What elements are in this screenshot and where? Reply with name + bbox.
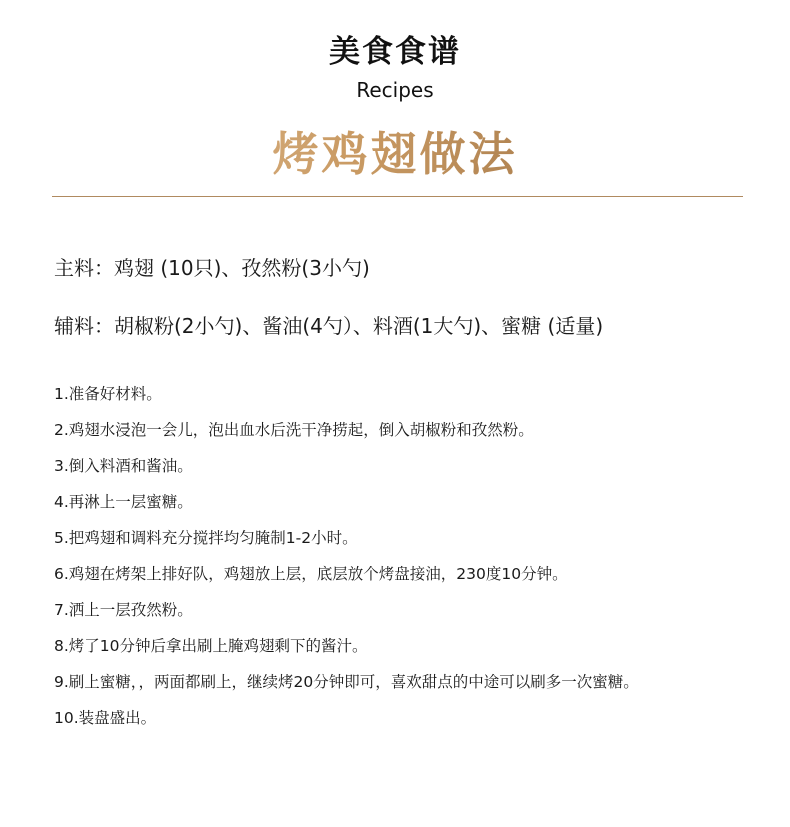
- step-item: 7.洒上一层孜然粉。: [54, 601, 193, 619]
- step-item: 4.再淋上一层蜜糖。: [54, 493, 193, 511]
- step-item: 6.鸡翅在烤架上排好队，鸡翅放上层，底层放个烤盘接油，230度10分钟。: [54, 565, 568, 583]
- step-item: 1.准备好材料。: [54, 385, 162, 403]
- step-item: 9.刷上蜜糖，，两面都刷上，继续烤20分钟即可，喜欢甜点的中途可以刷多一次蜜糖。: [54, 673, 639, 691]
- step-item: 5.把鸡翅和调料充分搅拌均匀腌制1-2小时。: [54, 529, 358, 547]
- step-item: 8.烤了10分钟后拿出刷上腌鸡翅剩下的酱汁。: [54, 637, 368, 655]
- title-divider: [52, 196, 743, 197]
- site-title: 美食食谱: [329, 34, 461, 70]
- secondary-ingredients: 辅料：胡椒粉(2小勺)、酱油(4勺）、料酒(1大勺)、蜜糖 (适量): [54, 314, 604, 338]
- site-subtitle: Recipes: [356, 78, 434, 102]
- steps-list: [54, 376, 784, 736]
- main-ingredients: 主料：鸡翅 (10只)、孜然粉(3小勺): [54, 256, 370, 280]
- step-item: 3.倒入料酒和酱油。: [54, 457, 193, 475]
- page-header: [0, 30, 790, 104]
- step-item: 10.装盘盛出。: [54, 709, 157, 727]
- recipe-title: 烤鸡翅做法: [0, 122, 790, 186]
- step-item: 2.鸡翅水浸泡一会儿，泡出血水后洗干净捞起，倒入胡椒粉和孜然粉。: [54, 421, 534, 439]
- ingredients-section: [54, 250, 754, 366]
